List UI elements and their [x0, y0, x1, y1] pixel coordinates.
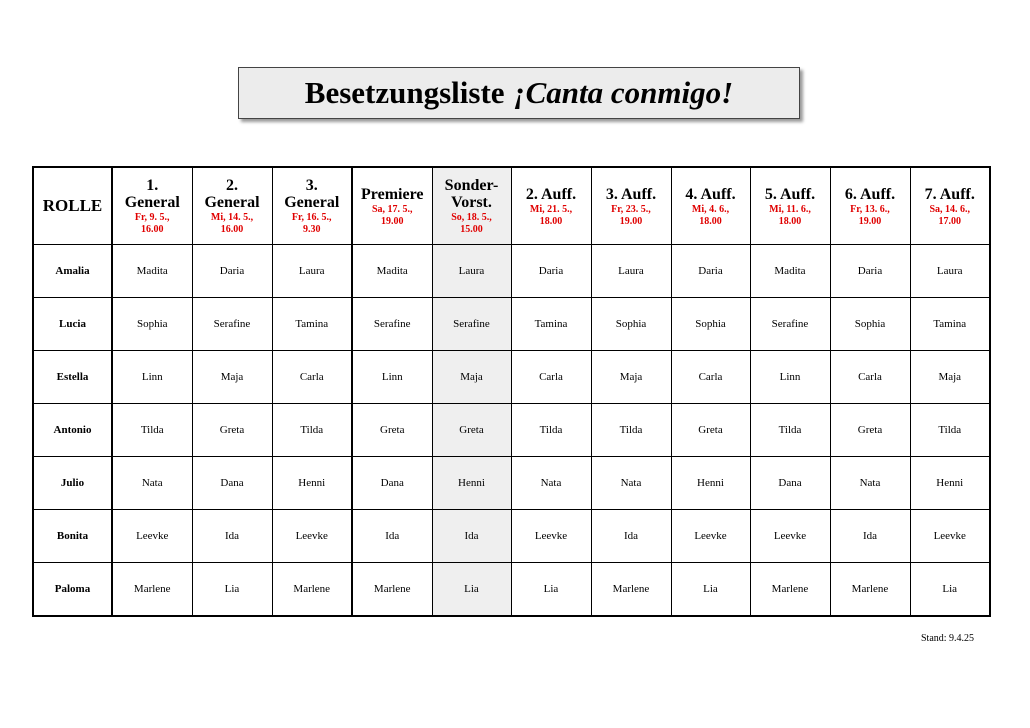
cast-cell: Tamina — [272, 298, 352, 351]
column-header — [750, 167, 830, 245]
cast-cell: Tilda — [112, 404, 192, 457]
cast-cell: Sophia — [830, 298, 910, 351]
column-date: 19.00 — [619, 215, 643, 227]
cast-cell: Henni — [671, 457, 750, 510]
column-label: 7. Auff. — [924, 185, 975, 203]
cast-cell: Linn — [352, 351, 432, 404]
column-label: Sonder- — [444, 177, 499, 194]
column-header — [830, 167, 910, 245]
column-date: 9.30 — [303, 224, 321, 235]
column-date: Fr, 13. 6., — [850, 203, 890, 215]
cast-cell: Leevke — [910, 510, 990, 563]
role-name: Bonita — [33, 510, 112, 563]
column-label: 3. — [305, 177, 318, 194]
header-row — [33, 167, 990, 245]
column-header — [910, 167, 990, 245]
column-label: 2. Auff. — [525, 185, 577, 203]
cast-cell: Marlene — [112, 563, 192, 617]
column-header — [511, 167, 591, 245]
cast-cell: Dana — [750, 457, 830, 510]
cast-cell: Carla — [272, 351, 352, 404]
column-label: Vorst. — [451, 194, 492, 211]
cast-cell: Leevke — [750, 510, 830, 563]
cast-cell: Laura — [432, 245, 511, 298]
role-name: Julio — [33, 457, 112, 510]
cast-cell: Lia — [671, 563, 750, 617]
table-row — [33, 404, 990, 457]
cast-cell: Linn — [112, 351, 192, 404]
cast-cell: Nata — [591, 457, 671, 510]
cast-cell: Daria — [671, 245, 750, 298]
cast-cell: Ida — [352, 510, 432, 563]
cast-cell: Tamina — [511, 298, 591, 351]
column-date: 18.00 — [539, 215, 563, 227]
cast-cell: Maja — [432, 351, 511, 404]
cast-cell: Lia — [432, 563, 511, 617]
cast-cell: Laura — [272, 245, 352, 298]
column-label: General — [124, 194, 180, 211]
cast-cell: Ida — [830, 510, 910, 563]
cast-cell: Carla — [511, 351, 591, 404]
cast-cell: Daria — [830, 245, 910, 298]
column-date: 16.00 — [141, 224, 164, 235]
cast-cell: Serafine — [192, 298, 272, 351]
column-header — [192, 167, 272, 245]
cast-cell: Henni — [432, 457, 511, 510]
cast-cell: Marlene — [352, 563, 432, 617]
table-row — [33, 510, 990, 563]
table-row — [33, 245, 990, 298]
cast-cell: Carla — [671, 351, 750, 404]
cast-cell: Linn — [750, 351, 830, 404]
column-label: Premiere — [361, 185, 424, 203]
role-name: Antonio — [33, 404, 112, 457]
column-date: 18.00 — [699, 215, 722, 227]
cast-cell: Leevke — [511, 510, 591, 563]
column-date: Mi, 14. 5., — [210, 212, 254, 223]
column-label: 5. Auff. — [764, 185, 816, 203]
cast-cell: Ida — [192, 510, 272, 563]
column-label: 6. Auff. — [844, 185, 896, 203]
cast-cell: Tilda — [272, 404, 352, 457]
column-header — [671, 167, 750, 245]
title-main: Besetzungsliste — [304, 75, 505, 110]
role-name: Paloma — [33, 563, 112, 617]
cast-cell: Sophia — [112, 298, 192, 351]
cast-cell: Maja — [192, 351, 272, 404]
cast-cell: Leevke — [671, 510, 750, 563]
cast-cell: Serafine — [432, 298, 511, 351]
column-header — [591, 167, 671, 245]
column-date: Sa, 14. 6., — [929, 203, 971, 215]
cast-cell: Henni — [272, 457, 352, 510]
table-row — [33, 298, 990, 351]
column-label: 1. — [146, 177, 159, 194]
cast-cell: Sophia — [671, 298, 750, 351]
cast-cell: Nata — [830, 457, 910, 510]
cast-cell: Greta — [192, 404, 272, 457]
cast-cell: Daria — [192, 245, 272, 298]
stand-date: Stand: 9.4.25 — [921, 633, 975, 644]
cast-cell: Henni — [910, 457, 990, 510]
cast-cell: Dana — [352, 457, 432, 510]
column-date: 17.00 — [938, 215, 961, 227]
cast-cell: Maja — [910, 351, 990, 404]
cast-cell: Lia — [910, 563, 990, 617]
column-date: 18.00 — [778, 215, 802, 227]
cast-cell: Madita — [750, 245, 830, 298]
cast-cell: Marlene — [591, 563, 671, 617]
cast-cell: Madita — [352, 245, 432, 298]
column-label: General — [284, 194, 340, 211]
cast-cell: Madita — [112, 245, 192, 298]
column-label: General — [204, 194, 260, 211]
cast-cell: Tilda — [750, 404, 830, 457]
column-label: 2. — [226, 177, 238, 194]
column-date: 19.00 — [381, 215, 404, 227]
column-date: 16.00 — [220, 224, 244, 235]
cast-cell: Marlene — [750, 563, 830, 617]
cast-cell: Dana — [192, 457, 272, 510]
cast-cell: Laura — [591, 245, 671, 298]
column-date: Mi, 4. 6., — [691, 203, 730, 215]
table-row — [33, 351, 990, 404]
title-box — [238, 67, 800, 119]
column-date: Mi, 21. 5., — [529, 203, 573, 215]
column-label: 3. Auff. — [605, 185, 657, 203]
column-date: Fr, 9. 5., — [134, 212, 170, 223]
column-date: Sa, 17. 5., — [371, 203, 413, 215]
column-date: Fr, 16. 5., — [291, 212, 332, 223]
table-row — [33, 563, 990, 617]
cast-cell: Nata — [511, 457, 591, 510]
cast-cell: Lia — [192, 563, 272, 617]
cast-cell: Serafine — [352, 298, 432, 351]
column-header — [112, 167, 192, 245]
cast-cell: Greta — [432, 404, 511, 457]
column-header — [352, 167, 432, 245]
column-date: Fr, 23. 5., — [611, 203, 651, 215]
role-name: Amalia — [33, 245, 112, 298]
cast-cell: Tilda — [910, 404, 990, 457]
cast-cell: Greta — [671, 404, 750, 457]
cast-cell: Marlene — [272, 563, 352, 617]
cast-cell: Marlene — [830, 563, 910, 617]
column-header — [272, 167, 352, 245]
cast-cell: Leevke — [272, 510, 352, 563]
column-date: 15.00 — [460, 224, 483, 235]
role-name: Estella — [33, 351, 112, 404]
cast-cell: Ida — [432, 510, 511, 563]
cast-cell: Nata — [112, 457, 192, 510]
cast-cell: Lia — [511, 563, 591, 617]
cast-cell: Ida — [591, 510, 671, 563]
column-header — [432, 167, 511, 245]
table-row — [33, 457, 990, 510]
role-header: ROLLE — [33, 167, 112, 245]
column-date: 19.00 — [858, 215, 882, 227]
table-body — [33, 245, 990, 617]
cast-table — [32, 166, 991, 617]
role-name: Lucia — [33, 298, 112, 351]
cast-cell: Serafine — [750, 298, 830, 351]
cast-cell: Leevke — [112, 510, 192, 563]
cast-cell: Sophia — [591, 298, 671, 351]
column-label: 4. Auff. — [685, 185, 736, 203]
cast-cell: Tilda — [511, 404, 591, 457]
title-show-name: ¡Canta conmigo! — [513, 75, 734, 110]
cast-cell: Carla — [830, 351, 910, 404]
cast-cell: Tilda — [591, 404, 671, 457]
cast-cell: Tamina — [910, 298, 990, 351]
cast-cell: Laura — [910, 245, 990, 298]
cast-cell: Greta — [352, 404, 432, 457]
column-date: So, 18. 5., — [451, 212, 492, 223]
cast-cell: Maja — [591, 351, 671, 404]
cast-cell: Daria — [511, 245, 591, 298]
column-date: Mi, 11. 6., — [769, 203, 811, 215]
cast-cell: Greta — [830, 404, 910, 457]
